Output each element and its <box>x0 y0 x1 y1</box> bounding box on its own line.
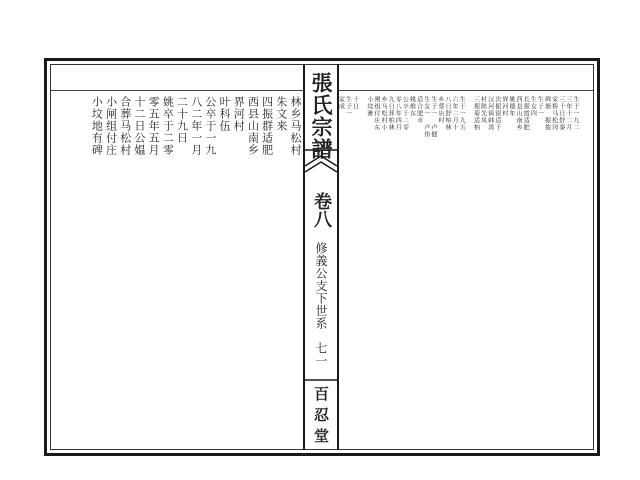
text-column: 公卒于二零 <box>401 96 409 132</box>
left-page-text <box>60 96 302 396</box>
text-column: 零五年五月 <box>147 96 161 156</box>
volume-label: 卷八 <box>311 192 332 228</box>
text-column: 汉河镇韩湾 <box>486 96 494 132</box>
text-column: 碑塘 振俊 <box>543 96 551 132</box>
text-column: 生女四 <box>529 96 537 118</box>
text-column <box>468 96 475 396</box>
text-column: 十二日公媪 <box>132 96 146 156</box>
left-header-rule <box>51 90 303 91</box>
lineage-subtitle: 修義公支下世系 七一 <box>314 242 328 367</box>
text-column: 生于一九二 <box>572 96 579 132</box>
text-column: 家桥马松冈 <box>550 96 558 132</box>
text-column: 三振菊适柏 <box>472 96 480 132</box>
text-column: 家成 <box>337 96 345 111</box>
text-column: 朱文来 <box>274 96 288 132</box>
text-column: 乡蔡店村 <box>436 96 444 125</box>
text-column: 八二年一月 <box>189 96 203 156</box>
text-column: 三年十二月 <box>564 96 572 132</box>
text-column: 公卒于一九 <box>203 96 217 156</box>
text-column: 六年二月十 <box>451 96 459 132</box>
text-column: 生子一 卢健 <box>429 96 437 139</box>
text-column: 次振银适于 <box>493 96 501 132</box>
genealogy-title: 張氏宗譜 <box>309 72 334 160</box>
text-column: 生于一九五 <box>458 96 466 132</box>
text-column: 生子一 <box>344 96 352 118</box>
text-column: 乡马松村小 <box>380 96 388 132</box>
hall-name: 百忍堂 <box>312 386 330 449</box>
text-column: 九日葬柏林 <box>387 96 395 132</box>
text-column: 姚德年 <box>508 96 516 118</box>
text-column <box>362 96 369 396</box>
text-column: 四振群适肥 <box>260 96 274 156</box>
text-column: 姚卒于二零 <box>161 96 175 156</box>
text-column: 村陈先凤 <box>479 96 487 125</box>
text-column: 小坟滩 <box>365 96 373 118</box>
text-column: 生女一 卢伟 <box>422 96 430 139</box>
book-spine <box>303 64 339 450</box>
text-column: 八日舒柏林 <box>444 96 452 132</box>
text-column: 林乡马松村 <box>289 96 302 156</box>
text-column: 适合肥市 <box>415 96 423 125</box>
text-column: 西县山南乡 <box>515 96 523 132</box>
text-column: 叶科伍 <box>218 96 232 132</box>
text-column: 小闸组付庄 <box>104 96 118 156</box>
text-column: 界河村 <box>500 96 508 118</box>
text-column: 三十日舒秦 <box>557 96 565 132</box>
text-column: 零八年四月 <box>394 96 402 132</box>
text-column: 闸组付庄东 <box>372 96 380 132</box>
text-column: 小坟地有碑 <box>90 96 104 156</box>
text-column: 生子一 <box>536 96 544 118</box>
text-column: 二十九日 <box>175 96 189 144</box>
text-column: 界河村 <box>232 96 246 132</box>
text-column: 姚维东 <box>408 96 416 118</box>
text-column: 长振霞适肥 <box>522 96 530 132</box>
text-column: 合葬马松村 <box>118 96 132 156</box>
text-column: 西县山南乡 <box>246 96 260 156</box>
right-page-text <box>337 96 582 396</box>
right-header-rule <box>339 90 593 91</box>
text-column: 十日 <box>351 96 359 111</box>
